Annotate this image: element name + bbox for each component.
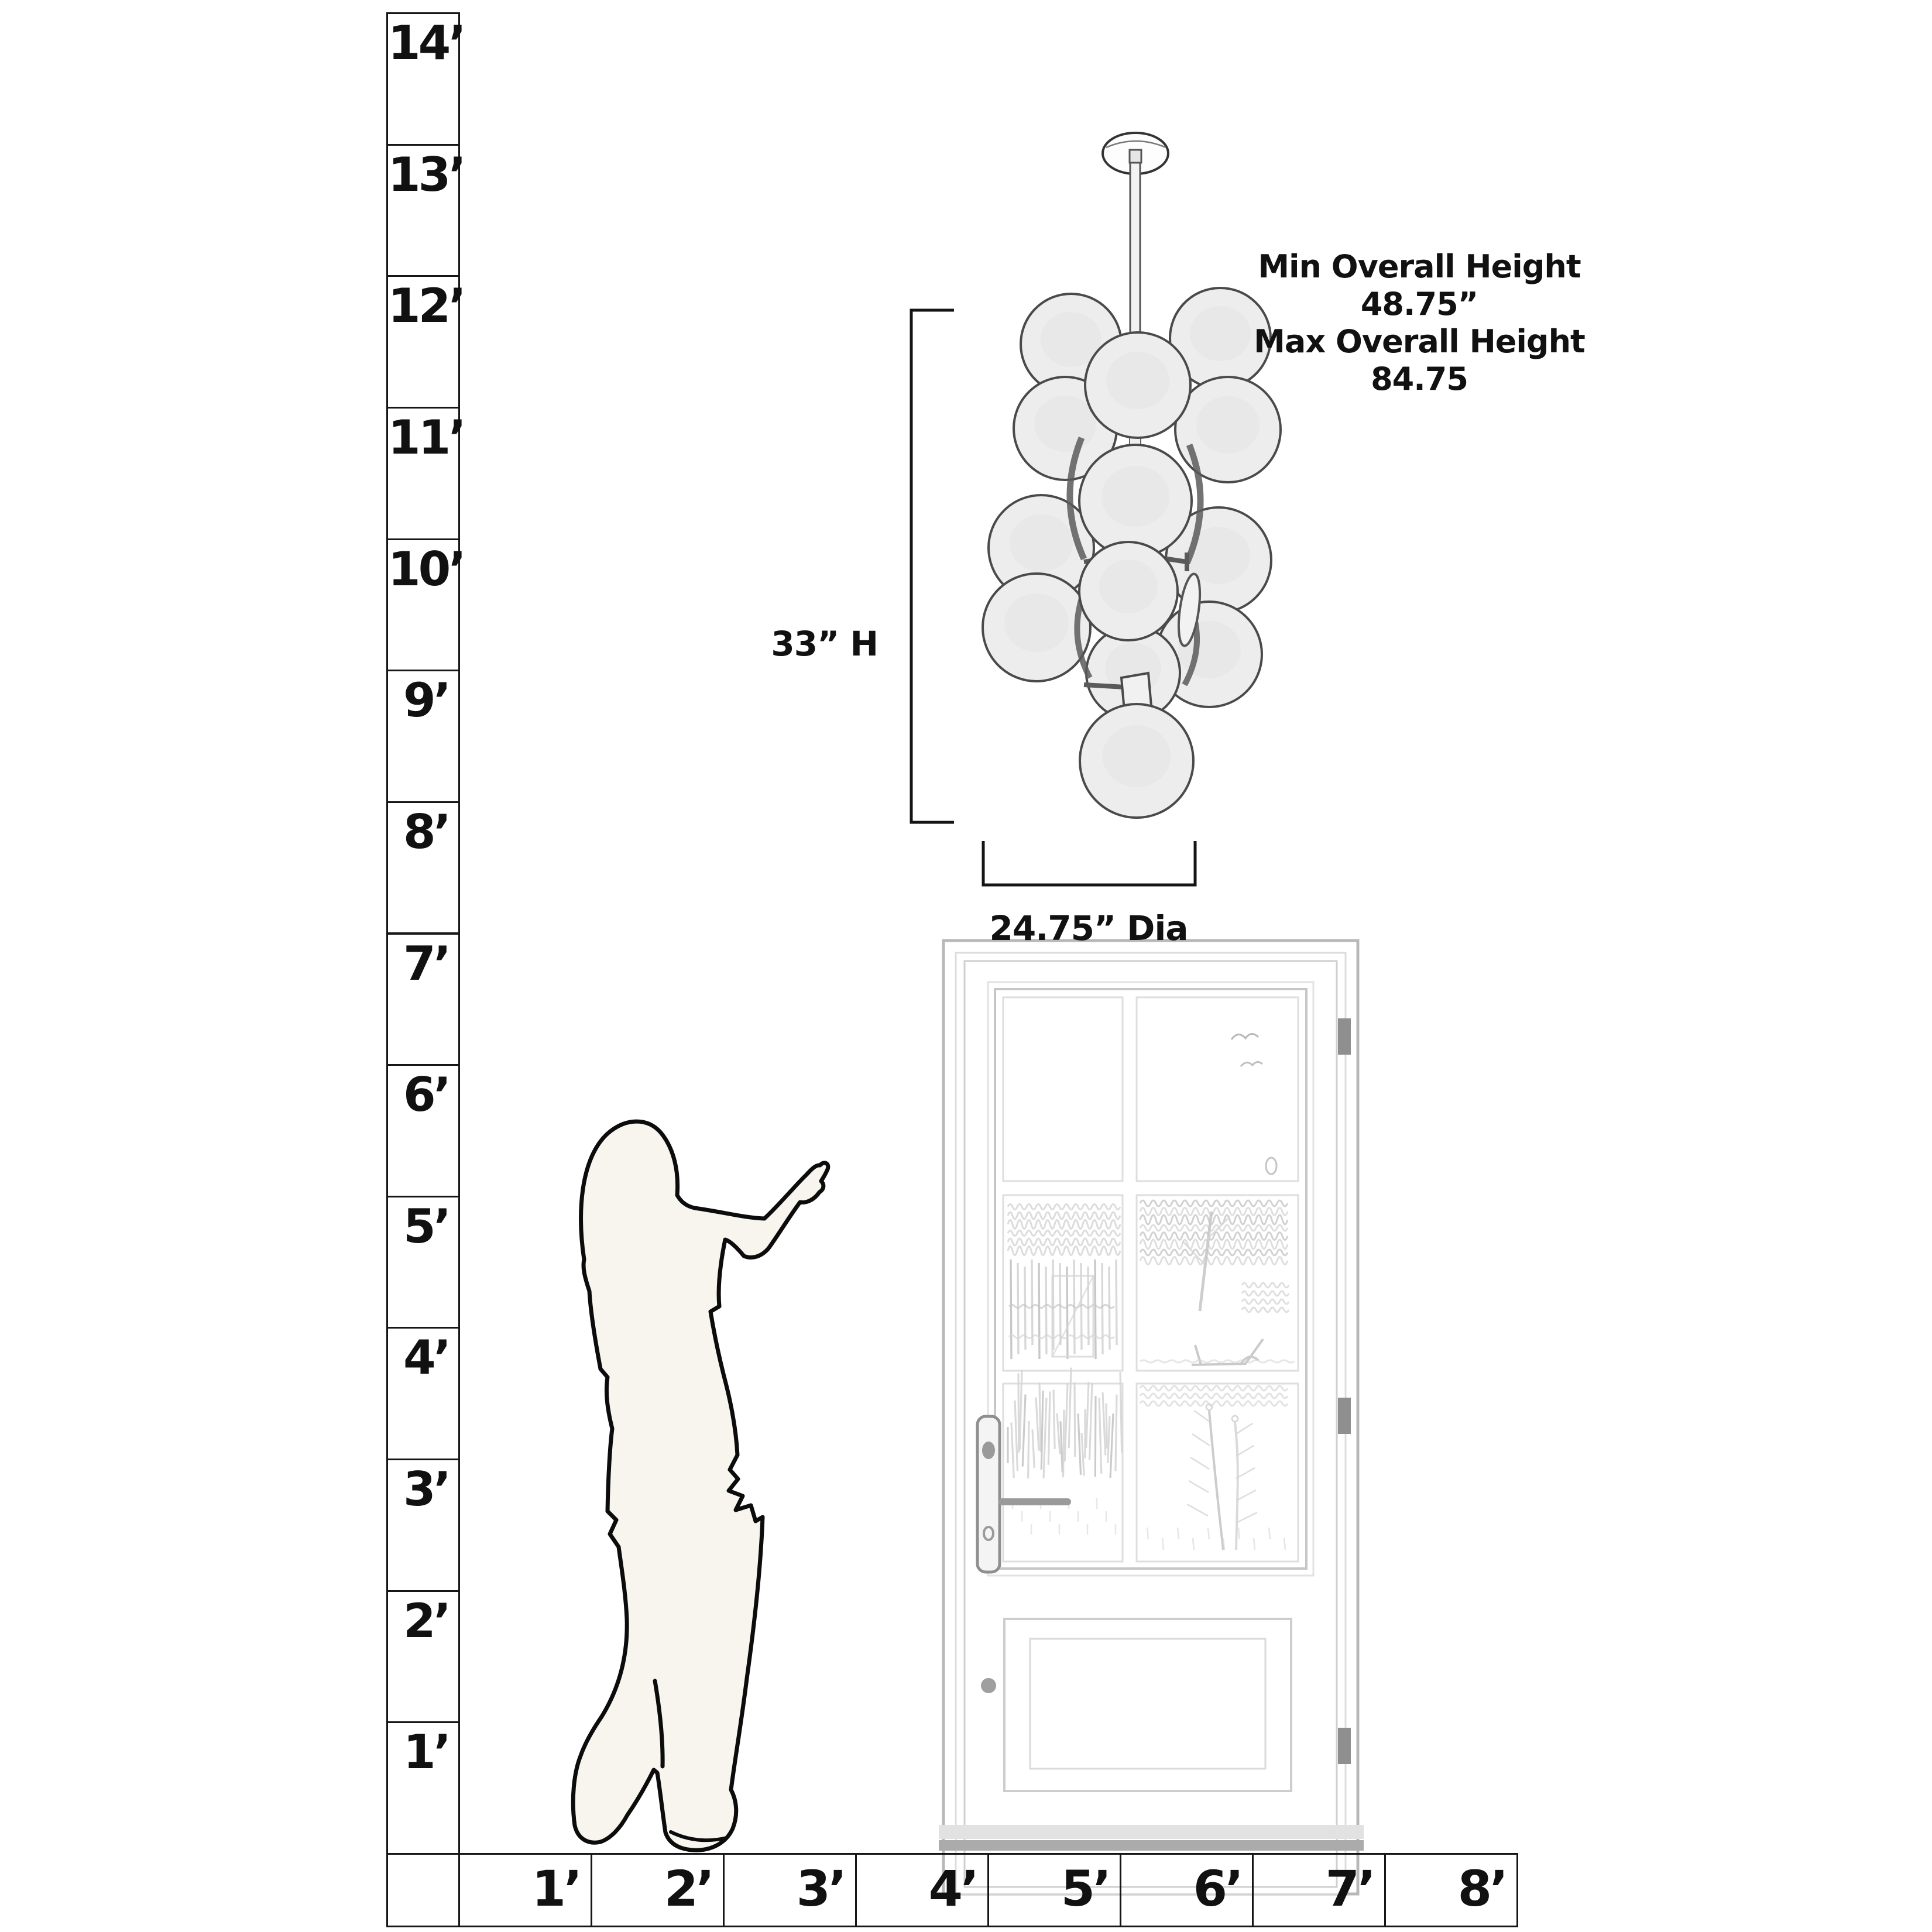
left-ruler-box-3 — [386, 1459, 460, 1592]
bottom-ruler-label: 8’ — [1457, 1860, 1506, 1917]
left-ruler-box-5 — [386, 1196, 460, 1329]
door-panel-inner — [1030, 1639, 1265, 1769]
left-ruler-label: 3’ — [403, 1462, 449, 1517]
left-ruler-box-4 — [386, 1327, 460, 1460]
pane-bottom-right — [1137, 1384, 1298, 1562]
left-ruler-box-10 — [386, 538, 464, 672]
bottom-ruler-label: 1’ — [531, 1860, 580, 1917]
left-ruler-label: 11’ — [388, 410, 464, 465]
bottom-ruler-box-1 — [458, 1853, 592, 1927]
left-ruler-box-6 — [386, 1064, 460, 1197]
left-ruler-box-13 — [386, 144, 464, 277]
left-ruler-label: 5’ — [403, 1199, 449, 1254]
left-ruler-box-7 — [386, 933, 460, 1066]
bottom-ruler-label: 5’ — [1061, 1860, 1109, 1917]
door-handle-plate — [977, 1416, 1000, 1572]
deadbolt-icon — [981, 1678, 996, 1693]
left-ruler-box-2 — [386, 1590, 460, 1724]
bottom-ruler-label: 2’ — [664, 1860, 712, 1917]
left-ruler-label: 7’ — [403, 936, 449, 991]
bottom-ruler-box-4 — [855, 1853, 989, 1927]
bottom-ruler-corner-box — [386, 1853, 460, 1927]
diameter-bracket — [983, 841, 1195, 885]
chandelier-figure — [983, 133, 1281, 818]
min-height-label: Min Overall Height — [1258, 248, 1581, 285]
bottom-ruler-label: 6’ — [1193, 1860, 1241, 1917]
left-ruler-box-1 — [386, 1721, 460, 1855]
height-bracket — [911, 310, 954, 822]
door-figure — [939, 941, 1364, 1894]
left-ruler-box-9 — [386, 670, 460, 803]
left-ruler-label: 1’ — [403, 1725, 449, 1780]
silhouette-outline — [573, 1121, 828, 1850]
max-height-label: Max Overall Height — [1254, 323, 1585, 360]
left-ruler-label: 13’ — [388, 147, 464, 202]
bottom-ruler-label: 7’ — [1325, 1860, 1374, 1917]
bottom-ruler-box-3 — [723, 1853, 857, 1927]
hinge-icon — [1338, 1398, 1351, 1434]
thumb-latch-icon — [982, 1442, 995, 1459]
left-ruler-label: 12’ — [388, 279, 464, 334]
left-ruler-label: 14’ — [388, 16, 464, 70]
left-ruler-label: 6’ — [403, 1068, 449, 1123]
left-ruler-label: 10’ — [388, 541, 464, 596]
left-ruler-label: 4’ — [403, 1330, 449, 1385]
bottom-ruler-box-5 — [987, 1853, 1121, 1927]
door-kickplate — [939, 1825, 1364, 1839]
canopy-nub — [1130, 150, 1141, 163]
left-ruler-box-8 — [386, 801, 460, 935]
hinge-icon — [1338, 1728, 1351, 1764]
down-rod — [1130, 163, 1140, 345]
overall-height-annotation — [1217, 248, 1621, 398]
person-silhouette — [573, 1121, 828, 1850]
bottom-ruler-box-2 — [591, 1853, 725, 1927]
bottom-ruler-box-7 — [1252, 1853, 1386, 1927]
fixture-diameter-label: 24.75” Dia — [989, 908, 1188, 948]
fixture-height-label: 33” H — [771, 624, 878, 664]
left-ruler-label: 2’ — [403, 1593, 449, 1648]
bottom-ruler-label: 4’ — [928, 1860, 977, 1917]
pane-top-right — [1137, 997, 1298, 1181]
left-ruler-label: 9’ — [403, 673, 449, 728]
left-ruler-box-14 — [386, 12, 464, 146]
bottom-ruler-label: 3’ — [796, 1860, 845, 1917]
glass-disc-bottom — [1080, 704, 1193, 818]
left-ruler-box-11 — [386, 407, 464, 540]
hinge-icon — [1338, 1018, 1351, 1055]
bottom-ruler-box-8 — [1384, 1853, 1518, 1927]
min-height-value: 48.75” — [1360, 286, 1478, 322]
pane-top-left — [1003, 997, 1123, 1181]
bottom-ruler-box-6 — [1120, 1853, 1254, 1927]
left-ruler-box-12 — [386, 275, 464, 409]
door-sill — [939, 1840, 1364, 1851]
door-lever — [998, 1498, 1071, 1505]
left-ruler-label: 8’ — [403, 804, 449, 859]
glass-discs-front — [1079, 332, 1192, 640]
max-height-value: 84.75 — [1371, 361, 1468, 397]
